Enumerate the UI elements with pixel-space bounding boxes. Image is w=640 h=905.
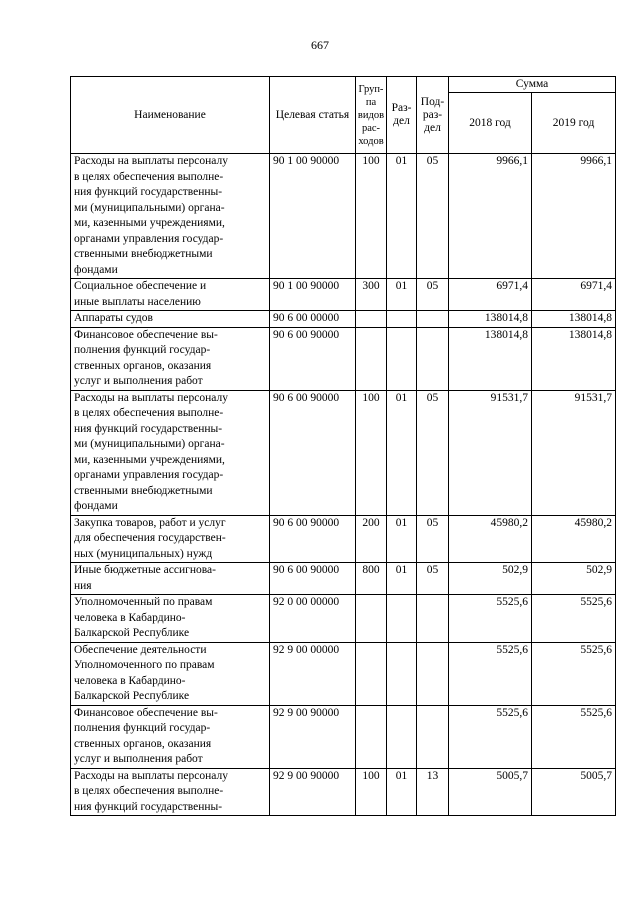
table-row <box>71 595 616 643</box>
row-name-line: ственных органов, оказания <box>74 737 212 750</box>
row-group: 100 <box>356 768 387 816</box>
header-subsection-line: Под- <box>420 95 445 108</box>
row-name-line: ми, казенными учреждениями, <box>74 453 225 466</box>
row-section <box>387 642 417 705</box>
table-row <box>71 154 616 279</box>
row-subsection <box>417 705 449 768</box>
row-name-line: Социальное обеспечение и <box>74 280 207 292</box>
row-name-line: ния <box>74 579 92 592</box>
row-target: 92 0 00 00000 <box>270 595 356 643</box>
header-sum: Сумма <box>449 77 616 93</box>
row-name-line: фондами <box>74 263 118 276</box>
row-sum-2019: 5525,6 <box>532 595 616 643</box>
row-sum-2018: 5525,6 <box>449 642 532 705</box>
row-section: 01 <box>387 515 417 563</box>
page-number: 667 <box>311 38 329 52</box>
header-subsection-line: дел <box>424 121 441 134</box>
row-name-line: ственными внебюджетными <box>74 484 213 497</box>
row-group: 800 <box>356 563 387 595</box>
row-group: 100 <box>356 390 387 515</box>
row-sum-2019: 45980,2 <box>532 515 616 563</box>
row-subsection: 05 <box>417 515 449 563</box>
row-section <box>387 595 417 643</box>
row-name <box>71 154 270 279</box>
row-name-line: Расходы на выплаты персоналу <box>74 155 228 167</box>
row-subsection <box>417 311 449 328</box>
row-name-line: ния функций государственны- <box>74 422 223 435</box>
row-name-line: иные выплаты населению <box>74 295 201 308</box>
row-name-line: Уполномоченный по правам <box>74 596 213 608</box>
row-name-line: полнения функций государ- <box>74 344 211 356</box>
table-row <box>71 390 616 515</box>
row-sum-2018: 5525,6 <box>449 595 532 643</box>
row-target: 90 6 00 90000 <box>270 515 356 563</box>
row-name-line: Иные бюджетные ассигнова- <box>74 564 216 576</box>
row-target: 90 6 00 90000 <box>270 390 356 515</box>
row-name <box>71 390 270 515</box>
row-name <box>71 595 270 643</box>
row-name-line: Расходы на выплаты персоналу <box>74 391 228 404</box>
row-name-line: в целях обеспечения выполне- <box>74 407 224 419</box>
row-group: 200 <box>356 515 387 563</box>
row-group <box>356 311 387 328</box>
row-group: 300 <box>356 279 387 311</box>
row-sum-2018: 138014,8 <box>449 311 532 328</box>
row-name <box>71 642 270 705</box>
row-sum-2019: 138014,8 <box>532 311 616 328</box>
table-row <box>71 642 616 705</box>
row-subsection <box>417 595 449 643</box>
row-section: 01 <box>387 154 417 279</box>
row-name-line: в целях обеспечения выполне- <box>74 785 224 797</box>
row-section: 01 <box>387 768 417 816</box>
row-section <box>387 705 417 768</box>
row-sum-2018: 502,9 <box>449 563 532 595</box>
row-name-line: Аппараты судов <box>74 312 153 324</box>
row-name-line: Балкарской Республике <box>74 690 190 702</box>
table-row <box>71 768 616 816</box>
row-name-line: полнения функций государ- <box>74 722 211 734</box>
row-target: 90 1 00 90000 <box>270 279 356 311</box>
header-group <box>356 77 387 154</box>
row-name-line: ния функций государственны- <box>74 800 223 813</box>
row-subsection: 05 <box>417 154 449 279</box>
row-name-line: Уполномоченного по правам <box>74 659 215 671</box>
row-name-line: Балкарской Республике <box>74 627 190 639</box>
header-group-line: видов <box>357 109 385 121</box>
row-sum-2019: 5005,7 <box>532 768 616 816</box>
row-group <box>356 642 387 705</box>
row-name <box>71 705 270 768</box>
header-year-2018: 2018 год <box>449 93 532 154</box>
row-section <box>387 311 417 328</box>
header-target: Целевая статья <box>270 77 356 154</box>
row-name-line: фондами <box>74 500 118 512</box>
table-row <box>71 515 616 563</box>
row-name <box>71 327 270 390</box>
row-name-line: Финансовое обеспечение вы- <box>74 706 218 719</box>
row-name <box>71 279 270 311</box>
row-section: 01 <box>387 563 417 595</box>
header-name: Наименование <box>71 77 270 154</box>
row-target: 90 1 00 90000 <box>270 154 356 279</box>
row-subsection: 05 <box>417 279 449 311</box>
row-sum-2018: 138014,8 <box>449 327 532 390</box>
table-row <box>71 327 616 390</box>
row-name-line: услуг и выполнения работ <box>74 753 203 765</box>
row-target: 92 9 00 90000 <box>270 705 356 768</box>
row-name-line: человека в Кабардино- <box>74 674 186 687</box>
budget-table <box>70 76 616 816</box>
row-group: 100 <box>356 154 387 279</box>
table-row <box>71 279 616 311</box>
row-sum-2019: 5525,6 <box>532 705 616 768</box>
row-sum-2019: 138014,8 <box>532 327 616 390</box>
row-name-line: услуг и выполнения работ <box>74 375 203 387</box>
row-sum-2018: 5525,6 <box>449 705 532 768</box>
header-subsection <box>417 77 449 154</box>
row-sum-2018: 9966,1 <box>449 154 532 279</box>
row-subsection: 13 <box>417 768 449 816</box>
row-target: 92 9 00 00000 <box>270 642 356 705</box>
table-row <box>71 563 616 595</box>
row-group <box>356 327 387 390</box>
row-section: 01 <box>387 279 417 311</box>
row-name <box>71 768 270 816</box>
row-name-line: в целях обеспечения выполне- <box>74 170 224 183</box>
row-section: 01 <box>387 390 417 515</box>
row-name-line: ми, казенными учреждениями, <box>74 217 225 229</box>
row-group <box>356 595 387 643</box>
header-group-line: ходов <box>358 135 384 147</box>
row-name <box>71 311 270 328</box>
row-name-line: человека в Кабардино- <box>74 611 186 624</box>
row-name-line: ми (муниципальными) органа- <box>74 438 225 450</box>
row-target: 90 6 00 00000 <box>270 311 356 328</box>
row-name-line: ственными внебюджетными <box>74 248 213 260</box>
table-row <box>71 311 616 328</box>
row-sum-2018: 45980,2 <box>449 515 532 563</box>
row-target: 92 9 00 90000 <box>270 768 356 816</box>
row-name-line: Финансовое обеспечение вы- <box>74 328 218 341</box>
row-sum-2019: 502,9 <box>532 563 616 595</box>
row-name-line: ния функций государственны- <box>74 186 223 198</box>
row-section <box>387 327 417 390</box>
row-sum-2019: 9966,1 <box>532 154 616 279</box>
table-row <box>71 705 616 768</box>
row-target: 90 6 00 90000 <box>270 327 356 390</box>
row-sum-2018: 5005,7 <box>449 768 532 816</box>
row-target: 90 6 00 90000 <box>270 563 356 595</box>
row-name-line: Обеспечение деятельности <box>74 643 207 656</box>
row-name-line: ми (муниципальными) органа- <box>74 201 225 214</box>
row-name-line: Закупка товаров, работ и услуг <box>74 516 226 529</box>
header-group-line: па <box>365 96 377 108</box>
row-sum-2019: 6971,4 <box>532 279 616 311</box>
row-sum-2019: 5525,6 <box>532 642 616 705</box>
row-name-line: органами управления государ- <box>74 469 224 481</box>
row-name-line: ственных органов, оказания <box>74 359 212 372</box>
header-group-line: Груп- <box>358 83 384 95</box>
row-name <box>71 515 270 563</box>
row-name <box>71 563 270 595</box>
header-section-line: Раз- <box>391 102 412 114</box>
header-section <box>387 77 417 154</box>
row-name-line: Расходы на выплаты персоналу <box>74 769 228 782</box>
header-group-line: рас- <box>361 122 381 134</box>
row-group <box>356 705 387 768</box>
row-sum-2018: 6971,4 <box>449 279 532 311</box>
row-subsection: 05 <box>417 563 449 595</box>
row-sum-2018: 91531,7 <box>449 390 532 515</box>
header-year-2019: 2019 год <box>532 93 616 154</box>
row-name-line: ных (муниципальных) нужд <box>74 547 213 560</box>
header-section-line: дел <box>393 115 410 127</box>
row-name-line: органами управления государ- <box>74 232 224 245</box>
row-subsection <box>417 327 449 390</box>
row-sum-2019: 91531,7 <box>532 390 616 515</box>
row-subsection: 05 <box>417 390 449 515</box>
table-body <box>71 154 616 816</box>
row-subsection <box>417 642 449 705</box>
header-subsection-line: раз- <box>422 108 443 121</box>
row-name-line: для обеспечения государствен- <box>74 532 226 544</box>
